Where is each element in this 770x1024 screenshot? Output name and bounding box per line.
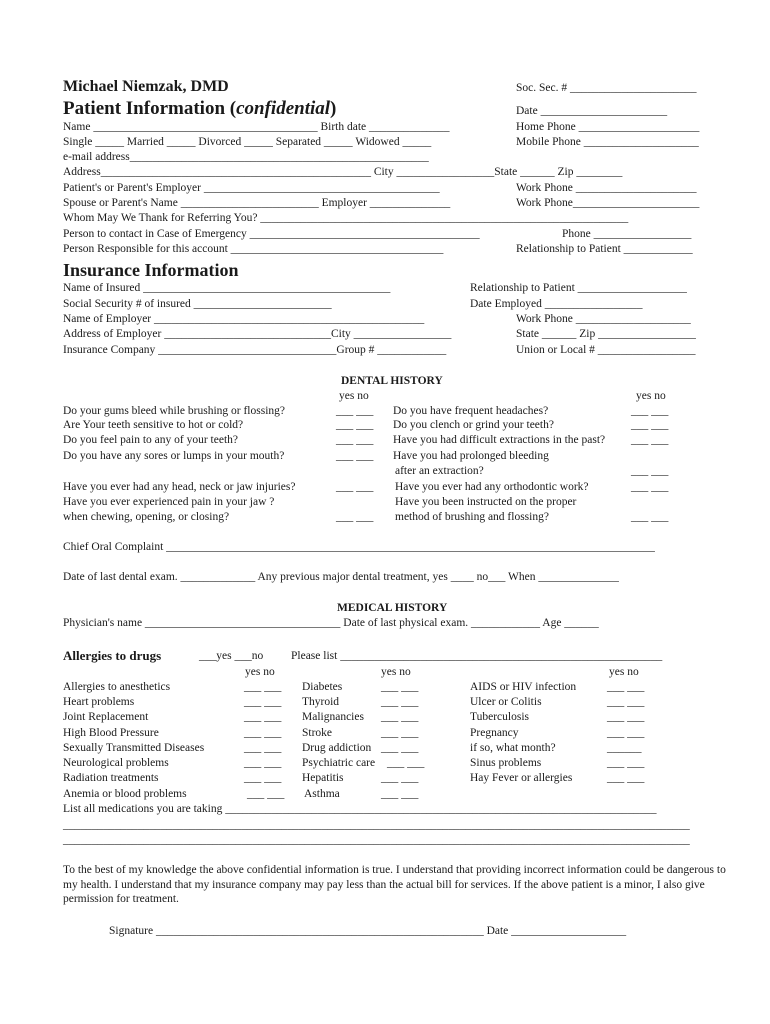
insurance-company-field[interactable]: Insurance Company _______________________________Group # ____________ <box>63 344 447 356</box>
insurance-heading: Insurance Information <box>63 260 239 280</box>
dental-answer-blank[interactable]: ___ ___ <box>631 405 669 417</box>
dental-question: Do you clench or grind your teeth? <box>393 419 554 431</box>
dental-answer-blank[interactable]: ___ ___ <box>631 511 669 523</box>
condition-label: Hepatitis <box>302 772 344 784</box>
email-field[interactable]: e-mail address____________________________________________________ <box>63 151 429 163</box>
condition-answer-blank[interactable]: ___ ___ <box>244 772 282 784</box>
dental-answer-blank[interactable]: ___ ___ <box>336 434 374 446</box>
condition-label: Sexually Transmitted Diseases <box>63 742 205 754</box>
dental-question: Have you had difficult extractions in the past? <box>393 434 606 446</box>
condition-answer-blank[interactable]: ___ ___ <box>387 757 425 769</box>
condition-answer-blank[interactable]: ___ ___ <box>244 742 282 754</box>
dental-question: method of brushing and flossing? <box>395 511 549 523</box>
dental-answer-blank[interactable]: ___ ___ <box>631 481 669 493</box>
dental-question: when chewing, opening, or closing? <box>63 511 230 523</box>
condition-label: Thyroid <box>302 696 340 708</box>
condition-label: Joint Replacement <box>63 711 149 723</box>
condition-answer-blank[interactable]: ___ ___ <box>381 772 419 784</box>
condition-label: Hay Fever or allergies <box>470 772 573 784</box>
condition-label: Psychiatric care <box>302 757 376 769</box>
page-title-main: Patient Information ( <box>63 98 237 119</box>
condition-answer-blank[interactable]: ___ ___ <box>247 788 285 800</box>
condition-answer-blank[interactable]: ___ ___ <box>244 711 282 723</box>
condition-label: Radiation treatments <box>63 772 159 784</box>
insured-work-phone-field[interactable]: Work Phone ____________________ <box>516 313 691 325</box>
dental-yes-no-header-right: yes no <box>636 390 666 402</box>
condition-label: Tuberculosis <box>470 711 529 723</box>
dental-question: Do you have frequent headaches? <box>393 405 549 417</box>
condition-label: Allergies to anesthetics <box>63 681 171 693</box>
condition-label: Sinus problems <box>470 757 542 769</box>
dental-question: Have you ever had any head, neck or jaw injuries? <box>63 481 296 493</box>
spouse-work-phone-field[interactable]: Work Phone______________________ <box>516 197 700 209</box>
spouse-field[interactable]: Spouse or Parent's Name ________________________ Employer ______________ <box>63 197 451 209</box>
dental-answer-blank[interactable]: ___ ___ <box>631 434 669 446</box>
dental-answer-blank[interactable]: ___ ___ <box>336 511 374 523</box>
dental-question: Have you ever experienced pain in your jaw ? <box>63 496 275 508</box>
condition-answer-blank[interactable]: ___ ___ <box>244 757 282 769</box>
condition-label: Drug addiction <box>302 742 372 754</box>
condition-answer-blank[interactable]: ___ ___ <box>381 727 419 739</box>
condition-label: Pregnancy <box>470 727 519 739</box>
medications-line[interactable]: _____________________________________________________________________________________________________________ <box>63 834 690 846</box>
condition-label: High Blood Pressure <box>63 727 159 739</box>
dental-question: Have you had prolonged bleeding <box>393 450 549 462</box>
medical-yes-no-header-2: yes no <box>381 666 411 678</box>
condition-label: Heart problems <box>63 696 135 708</box>
condition-answer-blank[interactable]: ___ ___ <box>244 727 282 739</box>
dental-answer-blank[interactable]: ___ ___ <box>336 419 374 431</box>
page-title <box>63 98 336 120</box>
dental-answer-blank[interactable]: ___ ___ <box>631 419 669 431</box>
emergency-contact-field[interactable]: Person to contact in Case of Emergency ________________________________________ <box>63 228 480 240</box>
allergies-heading: Allergies to drugs <box>63 648 162 663</box>
soc-sec-field[interactable]: Soc. Sec. # ______________________ <box>516 82 697 94</box>
chief-complaint-field[interactable]: Chief Oral Complaint _____________________________________________________________________________________ <box>63 541 655 553</box>
pregnancy-month-field[interactable]: ______ <box>607 742 642 754</box>
responsible-person-field[interactable]: Person Responsible for this account _____________________________________ <box>63 243 444 255</box>
condition-answer-blank[interactable]: ___ ___ <box>607 727 645 739</box>
date-field[interactable]: Date ______________________ <box>516 105 668 117</box>
home-phone-field[interactable]: Home Phone _____________________ <box>516 121 700 133</box>
dental-question: Do you feel pain to any of your teeth? <box>63 434 238 446</box>
medical-yes-no-header-1: yes no <box>245 666 275 678</box>
condition-answer-blank[interactable]: ___ ___ <box>607 681 645 693</box>
dental-question: Do your gums bleed while brushing or flossing? <box>63 405 285 417</box>
marital-status-field[interactable]: Single _____ Married _____ Divorced _____ Separated _____ Widowed _____ <box>63 136 432 148</box>
work-phone-field[interactable]: Work Phone _____________________ <box>516 182 697 194</box>
condition-answer-blank[interactable]: ___ ___ <box>381 742 419 754</box>
condition-answer-blank[interactable]: ___ ___ <box>607 711 645 723</box>
dental-question: Are Your teeth sensitive to hot or cold? <box>63 419 244 431</box>
condition-label: Anemia or blood problems <box>63 788 187 800</box>
condition-label: Neurological problems <box>63 757 169 769</box>
mobile-phone-field[interactable]: Mobile Phone ____________________ <box>516 136 699 148</box>
dental-history-heading: DENTAL HISTORY <box>341 375 443 387</box>
dental-question: Have you been instructed on the proper <box>395 496 577 508</box>
medical-history-heading: MEDICAL HISTORY <box>337 602 448 614</box>
emergency-phone-field[interactable]: Phone _________________ <box>562 228 692 240</box>
state-zip-field[interactable]: State ______ Zip _________________ <box>516 328 696 340</box>
condition-label: Malignancies <box>302 711 364 723</box>
referrer-field[interactable]: Whom May We Thank for Referring You? ________________________________________________________________ <box>63 212 629 224</box>
condition-answer-blank[interactable]: ___ ___ <box>381 788 419 800</box>
employer-address-field[interactable]: Address of Employer _____________________________City _________________ <box>63 328 452 340</box>
allergies-yes-no[interactable]: ___yes ___no <box>199 650 264 662</box>
medications-line[interactable]: _____________________________________________________________________________________________________________ <box>63 819 690 831</box>
consent-statement: To the best of my knowledge the above confidential information is true. I understand that providing incorrect information could be dangerous to my health. I understand that my insurance company may pay less than the actual bill for services. If the above patient is a minor, I also give permission for treatment. <box>63 864 726 905</box>
dental-yes-no-header-left: yes no <box>339 390 369 402</box>
condition-label: if so, what month? <box>470 742 556 754</box>
condition-answer-blank[interactable]: ___ ___ <box>607 757 645 769</box>
union-local-field[interactable]: Union or Local # _________________ <box>516 344 696 356</box>
condition-answer-blank[interactable]: ___ ___ <box>607 772 645 784</box>
doctor-name: Michael Niemzak, DMD <box>63 78 229 95</box>
allergies-list-field[interactable]: Please list ________________________________________________________ <box>291 650 663 662</box>
condition-answer-blank[interactable]: ___ ___ <box>381 681 419 693</box>
last-dental-exam-field[interactable]: Date of last dental exam. _____________ Any previous major dental treatment, yes ____ no___ When ______________ <box>63 571 619 583</box>
condition-answer-blank[interactable]: ___ ___ <box>381 696 419 708</box>
medications-field[interactable]: List all medications you are taking ___________________________________________________________________________ <box>63 803 657 815</box>
dental-answer-blank[interactable]: ___ ___ <box>336 450 374 462</box>
condition-label: AIDS or HIV infection <box>470 681 577 693</box>
insured-employer-field[interactable]: Name of Employer _______________________________________________ <box>63 313 425 325</box>
page-title-emphasis: confidential <box>236 98 331 119</box>
condition-label: Diabetes <box>302 681 343 693</box>
medical-yes-no-header-3: yes no <box>609 666 639 678</box>
dental-question: Have you ever had any orthodontic work? <box>395 481 589 493</box>
address-field[interactable]: Address_______________________________________________ City _________________State ______ Zip ________ <box>63 166 623 178</box>
condition-label: Asthma <box>304 788 340 800</box>
condition-label: Stroke <box>302 727 333 739</box>
condition-answer-blank[interactable]: ___ ___ <box>244 696 282 708</box>
page-title-end: ) <box>330 98 337 119</box>
name-birthdate-field[interactable]: Name _______________________________________ Birth date ______________ <box>63 121 450 133</box>
dental-answer-blank[interactable]: ___ ___ <box>336 481 374 493</box>
physician-field[interactable]: Physician's name __________________________________ Date of last physical exam. ____________ Age ______ <box>63 617 599 629</box>
dental-question: Do you have any sores or lumps in your mouth? <box>63 450 285 462</box>
condition-answer-blank[interactable]: ___ ___ <box>381 711 419 723</box>
insured-ssn-field[interactable]: Social Security # of insured ________________________ <box>63 298 332 310</box>
employer-field[interactable]: Patient's or Parent's Employer _________________________________________ <box>63 182 440 194</box>
dental-question: after an extraction? <box>395 465 484 477</box>
relationship-field[interactable]: Relationship to Patient ____________ <box>516 243 693 255</box>
condition-answer-blank[interactable]: ___ ___ <box>244 681 282 693</box>
signature-date-field[interactable]: Signature _________________________________________________________ Date ____________________ <box>109 925 627 937</box>
dental-answer-blank[interactable]: ___ ___ <box>631 465 669 477</box>
condition-label: Ulcer or Colitis <box>470 696 542 708</box>
dental-answer-blank[interactable]: ___ ___ <box>336 405 374 417</box>
date-employed-field[interactable]: Date Employed _________________ <box>470 298 643 310</box>
insured-name-field[interactable]: Name of Insured ___________________________________________ <box>63 282 391 294</box>
condition-answer-blank[interactable]: ___ ___ <box>607 696 645 708</box>
insured-relationship-field[interactable]: Relationship to Patient ___________________ <box>470 282 687 294</box>
